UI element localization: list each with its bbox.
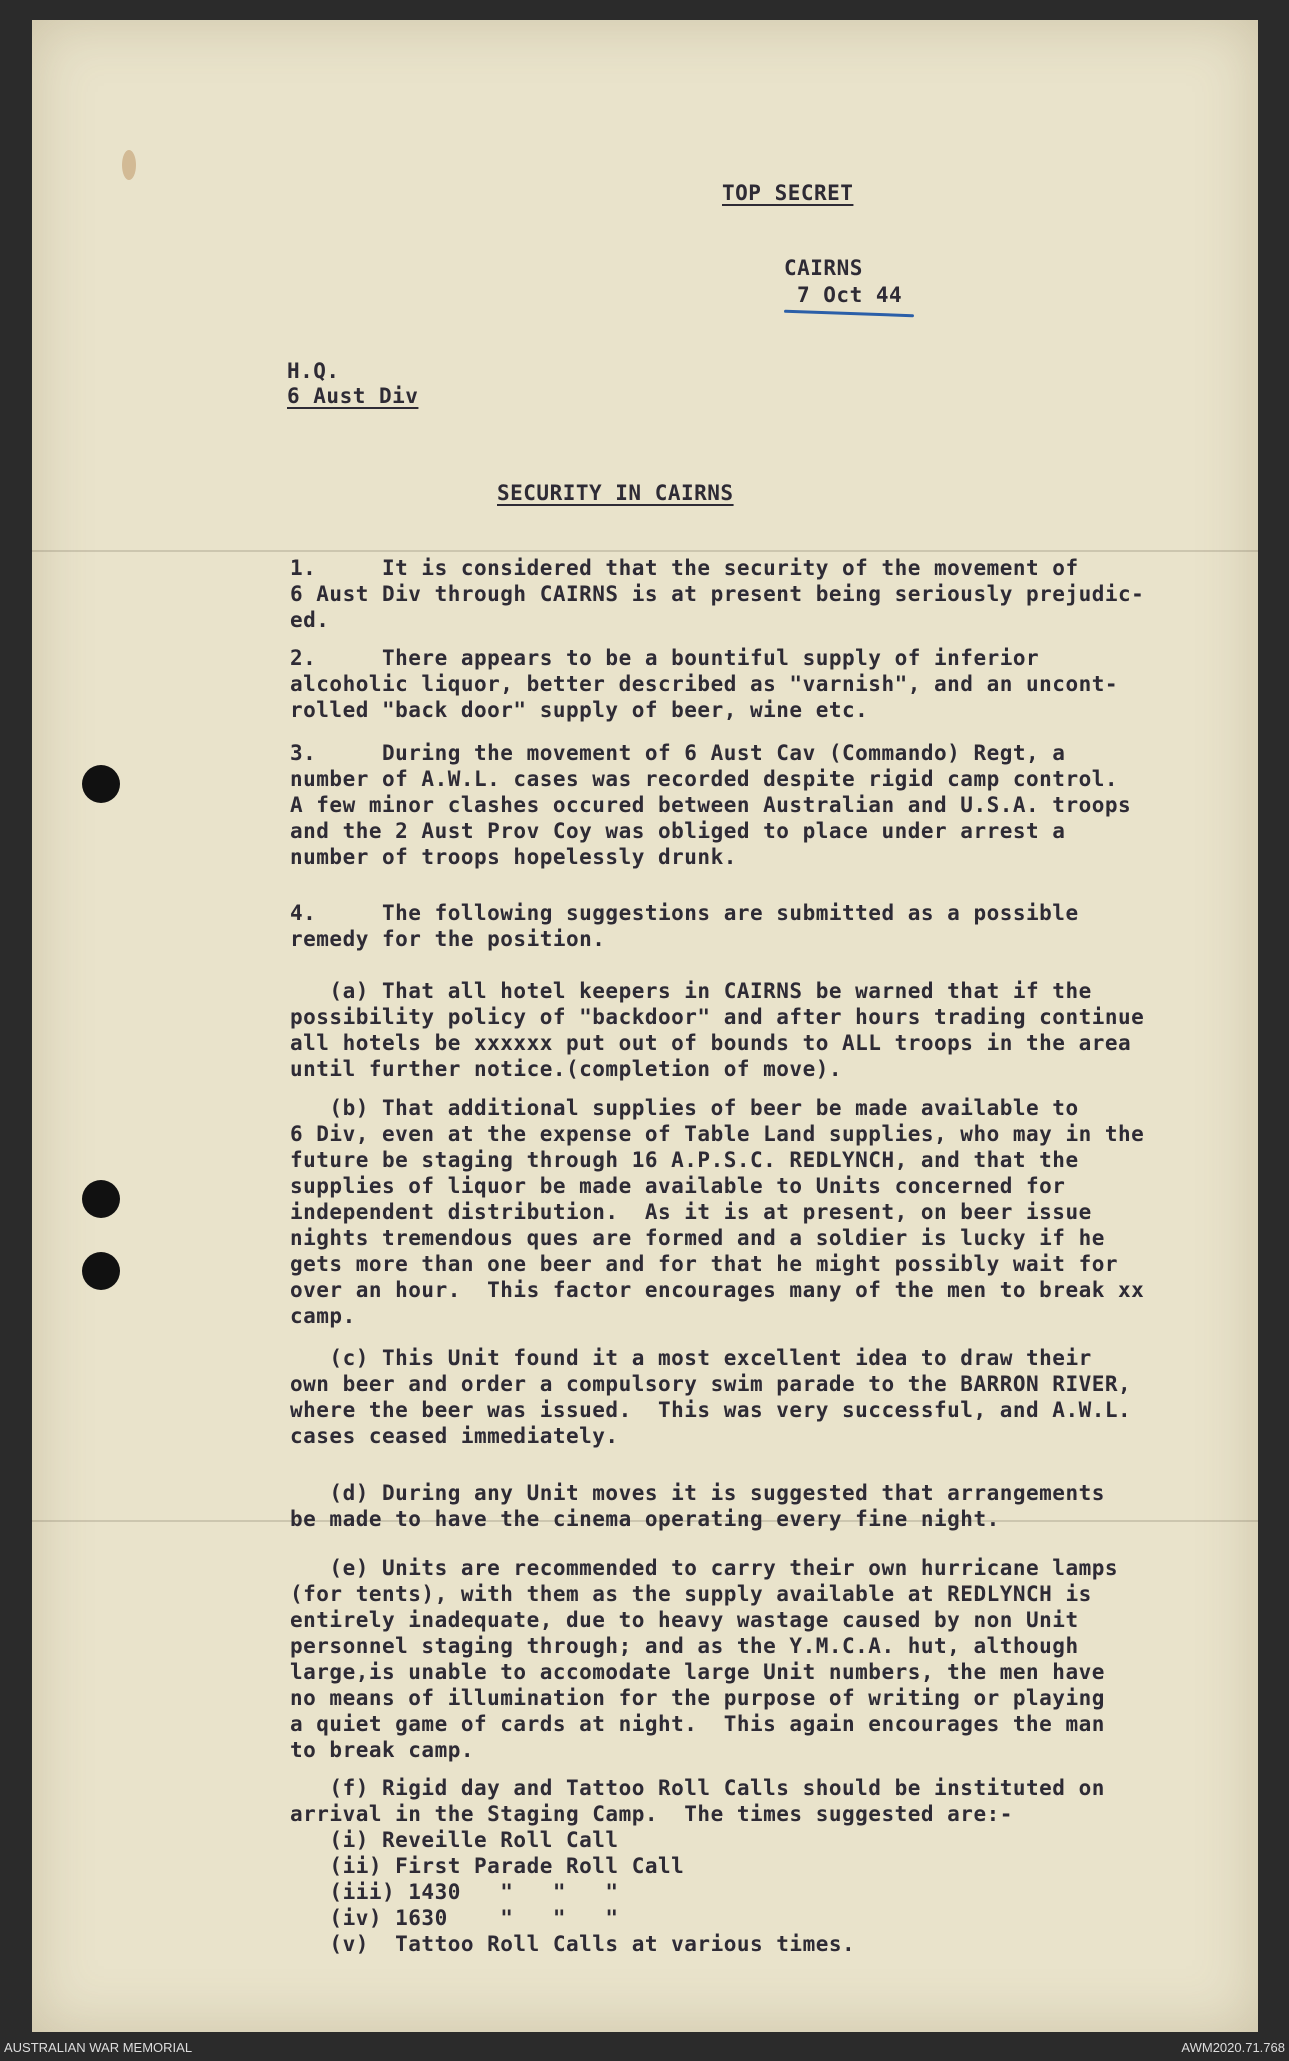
paragraph-e-line: (e) Units are recommended to carry their own hurricane lamps — [290, 1556, 1119, 1580]
paragraph-f-line: (f) Rigid day and Tattoo Roll Calls should be instituted on — [290, 1776, 1105, 1800]
addressee-line1: H.Q. — [287, 359, 340, 383]
footer-left: AUSTRALIAN WAR MEMORIAL — [4, 2040, 193, 2055]
ink-underline — [784, 310, 914, 318]
paragraph-e-line: personnel staging through; and as the Y.M.C.A. hut, although — [290, 1634, 1079, 1658]
paragraph-f-line: arrival in the Staging Camp. The times suggested are:- — [290, 1802, 1013, 1826]
paragraph-b-line: nights tremendous ques are formed and a soldier is lucky if he — [290, 1226, 1105, 1250]
paragraph-b-line: supplies of liquor be made available to Units concerned for — [290, 1174, 1066, 1198]
paragraph-c-line: where the beer was issued. This was very successful, and A.W.L. — [290, 1398, 1132, 1422]
paragraph-c-line: (c) This Unit found it a most excellent idea to draw their — [290, 1346, 1092, 1370]
document-page — [32, 20, 1258, 2032]
paragraph-p3-line: and the 2 Aust Prov Coy was obliged to place under arrest a — [290, 819, 1066, 843]
paragraph-f-line: (ii) First Parade Roll Call — [290, 1854, 685, 1878]
paragraph-b-line: future be staging through 16 A.P.S.C. REDLYNCH, and that the — [290, 1148, 1079, 1172]
addressee-line2: 6 Aust Div — [287, 384, 419, 408]
paragraph-e-line: to break camp. — [290, 1738, 475, 1762]
paragraph-b-line: independent distribution. As it is at present, on beer issue — [290, 1200, 1092, 1224]
punch-hole — [82, 1252, 120, 1290]
paragraph-e-line: large,is unable to accomodate large Unit numbers, the men have — [290, 1660, 1105, 1684]
paragraph-e-line: (for tents), with them as the supply available at REDLYNCH is — [290, 1582, 1092, 1606]
paragraph-a-line: all hotels be xxxxxx put out of bounds to ALL troops in the area — [290, 1031, 1132, 1055]
paragraph-p4-line: 4. The following suggestions are submitted as a possible — [290, 901, 1079, 925]
paragraph-d-line: be made to have the cinema operating every fine night. — [290, 1507, 1000, 1531]
paragraph-b-line: gets more than one beer and for that he might possibly wait for — [290, 1252, 1119, 1276]
paragraph-p3-line: number of A.W.L. cases was recorded despite rigid camp control. — [290, 767, 1119, 791]
paragraph-p4-line: remedy for the position. — [290, 927, 606, 951]
document-title: SECURITY IN CAIRNS — [497, 481, 734, 505]
paragraph-d-line: (d) During any Unit moves it is suggested that arrangements — [290, 1481, 1105, 1505]
paragraph-p1-line: ed. — [290, 608, 330, 632]
paragraph-b-line: (b) That additional supplies of beer be made available to — [290, 1096, 1079, 1120]
rust-stain — [122, 150, 136, 180]
paragraph-p3-line: 3. During the movement of 6 Aust Cav (Commando) Regt, a — [290, 741, 1066, 765]
footer-right: AWM2020.71.768 — [1181, 2040, 1285, 2055]
classification: TOP SECRET — [722, 181, 854, 205]
paragraph-p3-line: A few minor clashes occured between Australian and U.S.A. troops — [290, 793, 1132, 817]
fold-line — [32, 550, 1258, 552]
paragraph-b-line: camp. — [290, 1304, 356, 1328]
paragraph-b-line: 6 Div, even at the expense of Table Land supplies, who may in the — [290, 1122, 1145, 1146]
punch-hole — [82, 1180, 120, 1218]
date: 7 Oct 44 — [797, 283, 903, 307]
paragraph-a-line: possibility policy of "backdoor" and after hours trading continue — [290, 1005, 1145, 1029]
paragraph-c-line: own beer and order a compulsory swim parade to the BARRON RIVER, — [290, 1372, 1132, 1396]
paragraph-e-line: no means of illumination for the purpose of writing or playing — [290, 1686, 1105, 1710]
place: CAIRNS — [784, 256, 863, 280]
paragraph-b-line: over an hour. This factor encourages many of the men to break xx — [290, 1278, 1145, 1302]
paragraph-f-line: (v) Tattoo Roll Calls at various times. — [290, 1932, 856, 1956]
paragraph-p1-line: 6 Aust Div through CAIRNS is at present being seriously prejudic- — [290, 582, 1145, 606]
paragraph-p2-line: alcoholic liquor, better described as "varnish", and an uncont- — [290, 672, 1119, 696]
paragraph-f-line: (iv) 1630 " " " — [290, 1906, 619, 1930]
paragraph-e-line: a quiet game of cards at night. This again encourages the man — [290, 1712, 1105, 1736]
paragraph-p2-line: rolled "back door" supply of beer, wine etc. — [290, 698, 869, 722]
paragraph-a-line: until further notice.(completion of move). — [290, 1057, 843, 1081]
paragraph-f-line: (iii) 1430 " " " — [290, 1880, 619, 1904]
paragraph-a-line: (a) That all hotel keepers in CAIRNS be warned that if the — [290, 979, 1092, 1003]
paragraph-p1-line: 1. It is considered that the security of the movement of — [290, 556, 1079, 580]
paragraph-f-line: (i) Reveille Roll Call — [290, 1828, 619, 1852]
paragraph-p2-line: 2. There appears to be a bountiful supply of inferior — [290, 646, 1040, 670]
punch-hole — [82, 765, 120, 803]
paragraph-p3-line: number of troops hopelessly drunk. — [290, 845, 737, 869]
paragraph-c-line: cases ceased immediately. — [290, 1424, 619, 1448]
paragraph-e-line: entirely inadequate, due to heavy wastage caused by non Unit — [290, 1608, 1079, 1632]
